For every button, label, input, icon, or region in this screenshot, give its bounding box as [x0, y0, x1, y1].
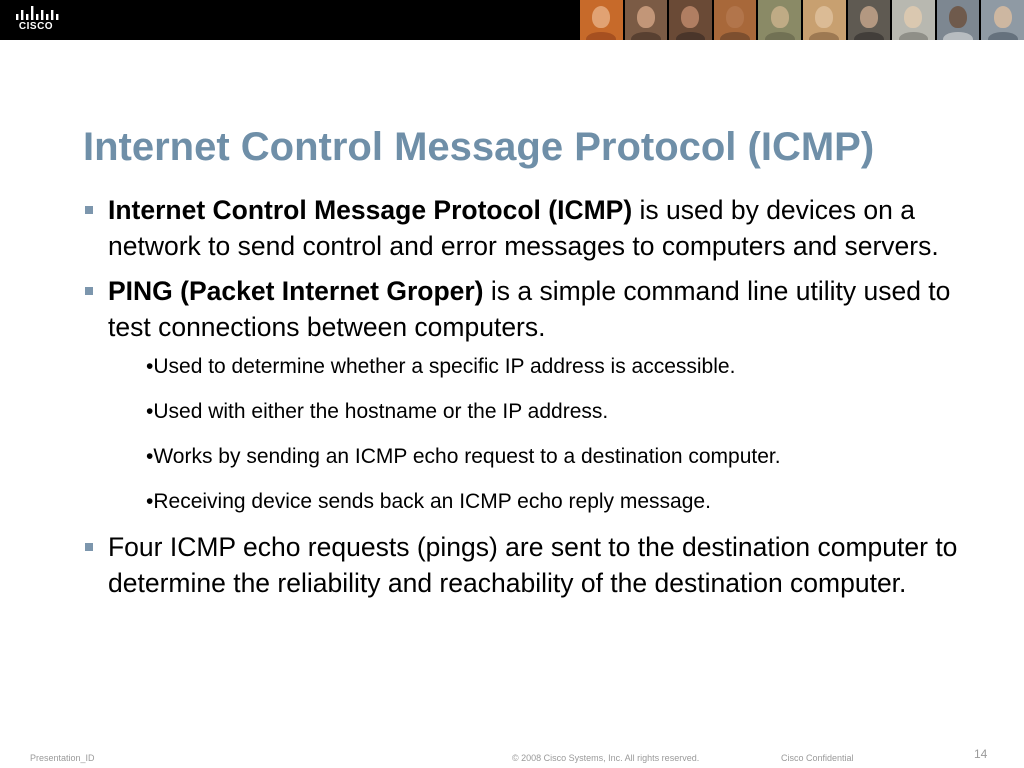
ping-sub-list [84, 355, 984, 514]
photo-shoulders [586, 32, 616, 40]
cisco-logo-text: CISCO [18, 21, 54, 32]
sub-bullet: •Works by sending an ICMP echo request to a destination computer. [146, 445, 781, 468]
bullet-text: is a simple command line utility used to test connections between computers. [108, 276, 951, 342]
photo-tile-2 [625, 0, 668, 40]
photo-shoulders [631, 32, 661, 40]
photo-shoulders [899, 32, 929, 40]
header-photo-strip [580, 0, 1024, 40]
photo-face [592, 6, 610, 28]
photo-tile-4 [714, 0, 757, 40]
photo-face [994, 6, 1012, 28]
footer-presentation-id: Presentation_ID [30, 753, 95, 763]
photo-tile-10 [981, 0, 1024, 40]
sub-bullet: •Used to determine whether a specific IP address is accessible. [146, 355, 736, 378]
bullet-ping [84, 274, 984, 345]
photo-tile-3 [669, 0, 712, 40]
slide-content [84, 193, 984, 611]
photo-face [637, 6, 655, 28]
photo-shoulders [765, 32, 795, 40]
photo-tile-1 [580, 0, 623, 40]
photo-shoulders [676, 32, 706, 40]
slide-title: Internet Control Message Protocol (ICMP) [83, 125, 875, 169]
photo-tile-7 [848, 0, 891, 40]
page-number: 14 [974, 747, 988, 761]
photo-face [904, 6, 922, 28]
sub-bullet: •Used with either the hostname or the IP address. [146, 400, 609, 423]
square-bullet-icon [85, 543, 93, 551]
photo-face [815, 6, 833, 28]
photo-tile-9 [937, 0, 980, 40]
footer-confidential: Cisco Confidential [781, 753, 854, 763]
photo-shoulders [988, 32, 1018, 40]
bullet-text: Four ICMP echo requests (pings) are sent to the destination computer to determine the reliability and reachability of the destination computer. [108, 532, 958, 598]
bullet-bold-text: Internet Control Message Protocol (ICMP) [108, 195, 633, 225]
sub-bullet: •Receiving device sends back an ICMP echo reply message. [146, 490, 711, 513]
bullet-icmp [84, 193, 984, 264]
photo-face [726, 6, 744, 28]
cisco-bars-icon [15, 6, 61, 20]
photo-face [771, 6, 789, 28]
square-bullet-icon [85, 206, 93, 214]
square-bullet-icon [85, 287, 93, 295]
photo-face [860, 6, 878, 28]
cisco-logo [10, 4, 62, 36]
bullet-echo-requests [84, 530, 984, 601]
photo-tile-5 [758, 0, 801, 40]
photo-shoulders [720, 32, 750, 40]
photo-shoulders [854, 32, 884, 40]
photo-face [681, 6, 699, 28]
bullet-bold-text: PING (Packet Internet Groper) [108, 276, 484, 306]
photo-face [949, 6, 967, 28]
photo-shoulders [809, 32, 839, 40]
photo-tile-6 [803, 0, 846, 40]
header-bar [0, 0, 1024, 40]
photo-shoulders [943, 32, 973, 40]
photo-tile-8 [892, 0, 935, 40]
bullet-text: is used by devices on a network to send control and error messages to computers and servers. [108, 195, 939, 261]
footer-copyright: © 2008 Cisco Systems, Inc. All rights reserved. [512, 753, 700, 763]
